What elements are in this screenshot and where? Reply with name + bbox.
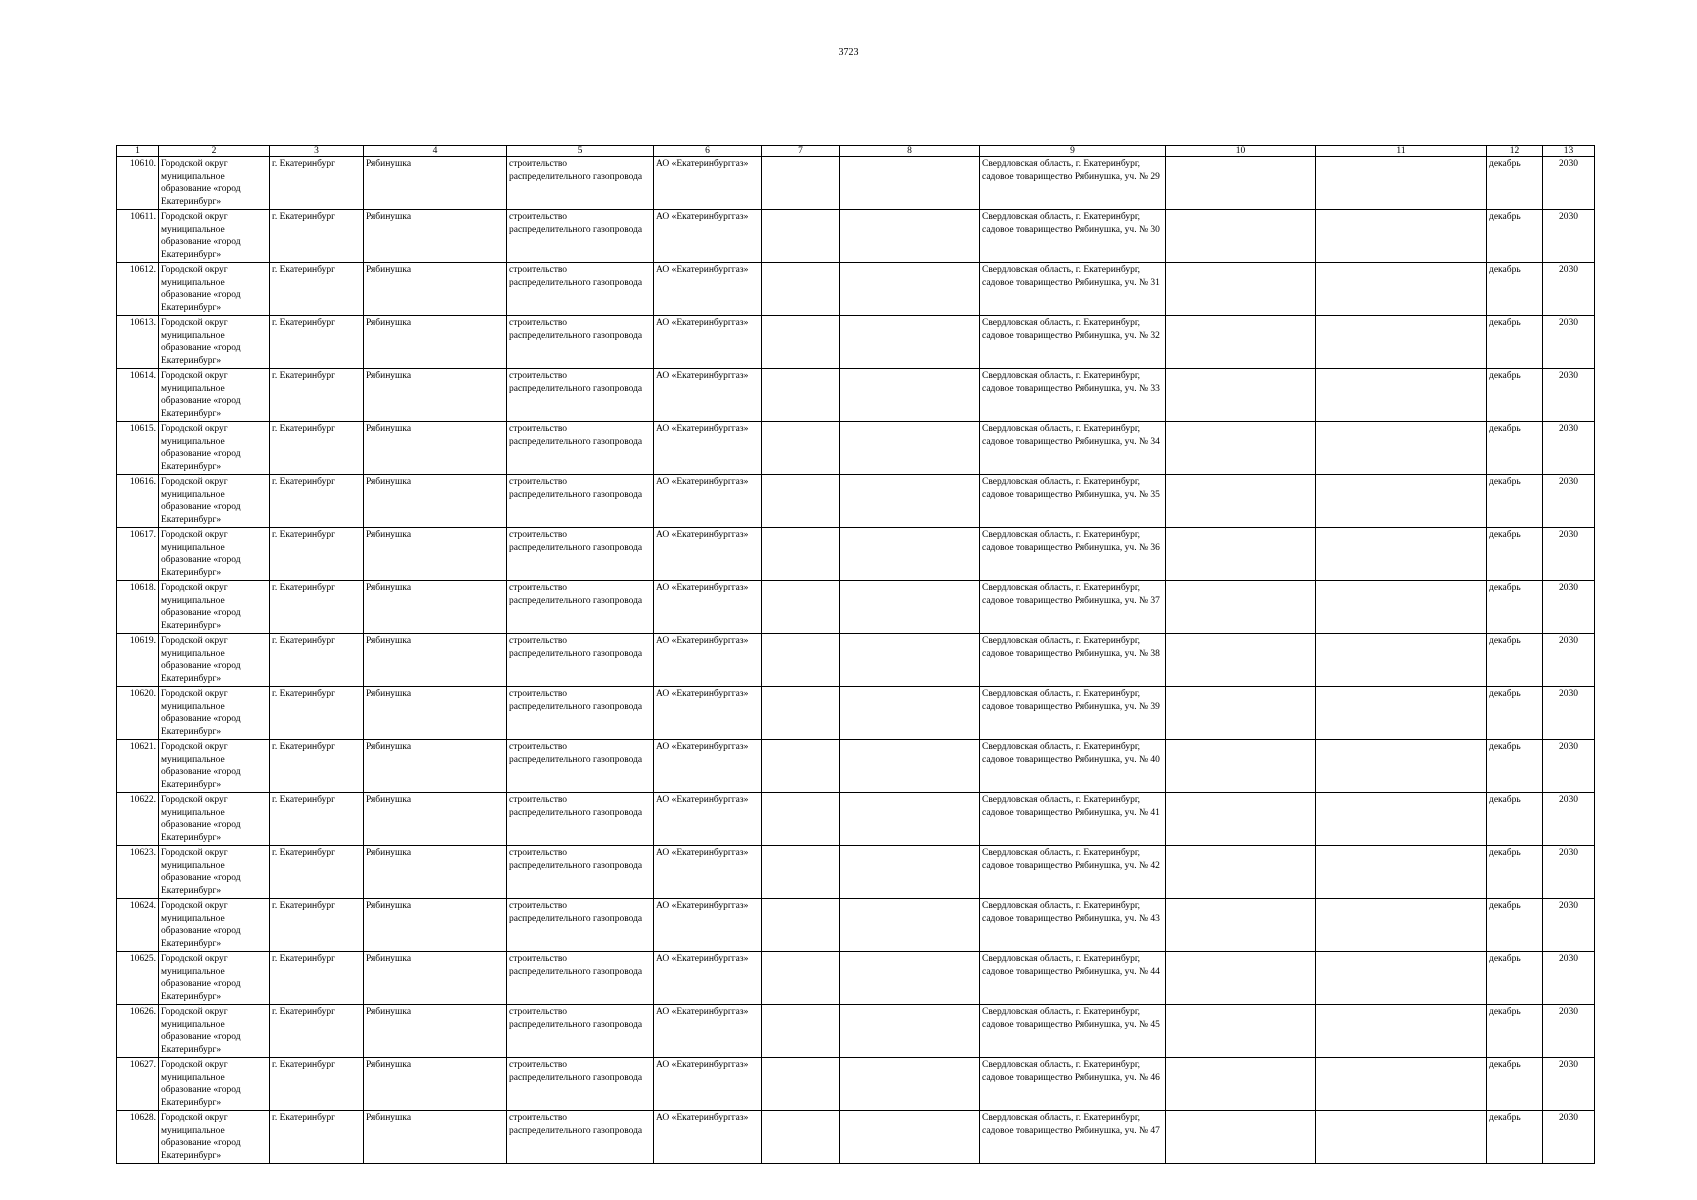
row-number-cell: 10613. [117, 316, 159, 369]
organization-cell: АО «Екатеринбурггаз» [654, 687, 762, 740]
territory-cell: Рябинушка [364, 846, 507, 899]
page-number: 3723 [838, 47, 859, 58]
month-cell: декабрь [1487, 634, 1543, 687]
month-cell: декабрь [1487, 210, 1543, 263]
territory-cell: Рябинушка [364, 634, 507, 687]
column-11-cell [1316, 899, 1487, 952]
column-10-cell [1166, 157, 1316, 210]
territory-cell: Рябинушка [364, 899, 507, 952]
column-7-cell [762, 899, 840, 952]
work-type-cell: строительство распределительного газопровода [507, 793, 654, 846]
settlement-cell: г. Екатеринбург [270, 1005, 364, 1058]
column-11-cell [1316, 581, 1487, 634]
column-8-cell [840, 793, 980, 846]
organization-cell: АО «Екатеринбурггаз» [654, 422, 762, 475]
work-type-cell: строительство распределительного газопровода [507, 1058, 654, 1111]
organization-cell: АО «Екатеринбурггаз» [654, 846, 762, 899]
month-cell: декабрь [1487, 422, 1543, 475]
column-10-cell [1166, 1005, 1316, 1058]
municipality-cell: Городской округ муниципальное образование «город Екатеринбург» [159, 475, 270, 528]
territory-cell: Рябинушка [364, 157, 507, 210]
municipality-cell: Городской округ муниципальное образование «город Екатеринбург» [159, 740, 270, 793]
month-cell: декабрь [1487, 263, 1543, 316]
column-header: 9 [980, 146, 1166, 157]
table-row [117, 475, 1595, 528]
organization-cell: АО «Екатеринбурггаз» [654, 263, 762, 316]
column-11-cell [1316, 793, 1487, 846]
territory-cell: Рябинушка [364, 687, 507, 740]
territory-cell: Рябинушка [364, 210, 507, 263]
territory-cell: Рябинушка [364, 1005, 507, 1058]
table-row [117, 210, 1595, 263]
address-cell: Свердловская область, г. Екатеринбург, садовое товарищество Рябинушка, уч. № 44 [980, 952, 1166, 1005]
territory-cell: Рябинушка [364, 316, 507, 369]
table-header [117, 146, 1595, 157]
month-cell: декабрь [1487, 528, 1543, 581]
column-10-cell [1166, 899, 1316, 952]
territory-cell: Рябинушка [364, 422, 507, 475]
column-header: 7 [762, 146, 840, 157]
work-type-cell: строительство распределительного газопровода [507, 210, 654, 263]
address-cell: Свердловская область, г. Екатеринбург, садовое товарищество Рябинушка, уч. № 35 [980, 475, 1166, 528]
municipality-cell: Городской округ муниципальное образование «город Екатеринбург» [159, 581, 270, 634]
address-cell: Свердловская область, г. Екатеринбург, садовое товарищество Рябинушка, уч. № 39 [980, 687, 1166, 740]
year-cell: 2030 [1543, 1111, 1595, 1164]
row-number-cell: 10622. [117, 793, 159, 846]
column-8-cell [840, 634, 980, 687]
table-row [117, 1005, 1595, 1058]
year-cell: 2030 [1543, 528, 1595, 581]
organization-cell: АО «Екатеринбурггаз» [654, 1058, 762, 1111]
column-7-cell [762, 263, 840, 316]
column-8-cell [840, 210, 980, 263]
row-number-cell: 10619. [117, 634, 159, 687]
column-11-cell [1316, 263, 1487, 316]
settlement-cell: г. Екатеринбург [270, 1111, 364, 1164]
row-number-cell: 10621. [117, 740, 159, 793]
column-header: 1 [117, 146, 159, 157]
municipality-cell: Городской округ муниципальное образование «город Екатеринбург» [159, 952, 270, 1005]
settlement-cell: г. Екатеринбург [270, 687, 364, 740]
work-type-cell: строительство распределительного газопровода [507, 1111, 654, 1164]
settlement-cell: г. Екатеринбург [270, 475, 364, 528]
work-type-cell: строительство распределительного газопровода [507, 846, 654, 899]
municipality-cell: Городской округ муниципальное образование «город Екатеринбург» [159, 899, 270, 952]
column-10-cell [1166, 475, 1316, 528]
year-cell: 2030 [1543, 793, 1595, 846]
table-row [117, 687, 1595, 740]
row-number-cell: 10616. [117, 475, 159, 528]
column-8-cell [840, 528, 980, 581]
column-10-cell [1166, 316, 1316, 369]
column-10-cell [1166, 1111, 1316, 1164]
year-cell: 2030 [1543, 316, 1595, 369]
table-row [117, 1111, 1595, 1164]
column-7-cell [762, 634, 840, 687]
month-cell: декабрь [1487, 740, 1543, 793]
work-type-cell: строительство распределительного газопровода [507, 740, 654, 793]
settlement-cell: г. Екатеринбург [270, 634, 364, 687]
column-11-cell [1316, 475, 1487, 528]
column-header: 13 [1543, 146, 1595, 157]
year-cell: 2030 [1543, 899, 1595, 952]
address-cell: Свердловская область, г. Екатеринбург, садовое товарищество Рябинушка, уч. № 41 [980, 793, 1166, 846]
column-10-cell [1166, 210, 1316, 263]
organization-cell: АО «Екатеринбурггаз» [654, 157, 762, 210]
organization-cell: АО «Екатеринбурггаз» [654, 952, 762, 1005]
row-number-cell: 10610. [117, 157, 159, 210]
column-10-cell [1166, 793, 1316, 846]
address-cell: Свердловская область, г. Екатеринбург, садовое товарищество Рябинушка, уч. № 32 [980, 316, 1166, 369]
row-number-cell: 10624. [117, 899, 159, 952]
column-8-cell [840, 581, 980, 634]
column-11-cell [1316, 210, 1487, 263]
address-cell: Свердловская область, г. Екатеринбург, садовое товарищество Рябинушка, уч. № 36 [980, 528, 1166, 581]
column-header: 8 [840, 146, 980, 157]
month-cell: декабрь [1487, 899, 1543, 952]
work-type-cell: строительство распределительного газопровода [507, 422, 654, 475]
column-7-cell [762, 316, 840, 369]
work-type-cell: строительство распределительного газопровода [507, 899, 654, 952]
column-11-cell [1316, 846, 1487, 899]
column-7-cell [762, 793, 840, 846]
row-number-cell: 10614. [117, 369, 159, 422]
month-cell: декабрь [1487, 581, 1543, 634]
column-11-cell [1316, 422, 1487, 475]
address-cell: Свердловская область, г. Екатеринбург, садовое товарищество Рябинушка, уч. № 34 [980, 422, 1166, 475]
organization-cell: АО «Екатеринбурггаз» [654, 210, 762, 263]
settlement-cell: г. Екатеринбург [270, 740, 364, 793]
column-8-cell [840, 369, 980, 422]
month-cell: декабрь [1487, 687, 1543, 740]
year-cell: 2030 [1543, 846, 1595, 899]
column-8-cell [840, 263, 980, 316]
column-7-cell [762, 475, 840, 528]
territory-cell: Рябинушка [364, 369, 507, 422]
work-type-cell: строительство распределительного газопровода [507, 687, 654, 740]
column-header: 6 [654, 146, 762, 157]
column-10-cell [1166, 634, 1316, 687]
address-cell: Свердловская область, г. Екатеринбург, садовое товарищество Рябинушка, уч. № 33 [980, 369, 1166, 422]
row-number-cell: 10617. [117, 528, 159, 581]
month-cell: декабрь [1487, 369, 1543, 422]
municipality-cell: Городской округ муниципальное образование «город Екатеринбург» [159, 263, 270, 316]
municipality-cell: Городской округ муниципальное образование «город Екатеринбург» [159, 1058, 270, 1111]
settlement-cell: г. Екатеринбург [270, 369, 364, 422]
municipality-cell: Городской округ муниципальное образование «город Екатеринбург» [159, 1111, 270, 1164]
settlement-cell: г. Екатеринбург [270, 316, 364, 369]
municipality-cell: Городской округ муниципальное образование «город Екатеринбург» [159, 1005, 270, 1058]
table-row [117, 528, 1595, 581]
year-cell: 2030 [1543, 369, 1595, 422]
territory-cell: Рябинушка [364, 581, 507, 634]
column-11-cell [1316, 687, 1487, 740]
month-cell: декабрь [1487, 952, 1543, 1005]
column-11-cell [1316, 740, 1487, 793]
municipality-cell: Городской округ муниципальное образование «город Екатеринбург» [159, 846, 270, 899]
settlement-cell: г. Екатеринбург [270, 793, 364, 846]
table-row [117, 422, 1595, 475]
work-type-cell: строительство распределительного газопровода [507, 316, 654, 369]
column-header: 2 [159, 146, 270, 157]
column-8-cell [840, 1058, 980, 1111]
table-row [117, 634, 1595, 687]
row-number-cell: 10627. [117, 1058, 159, 1111]
settlement-cell: г. Екатеринбург [270, 1058, 364, 1111]
address-cell: Свердловская область, г. Екатеринбург, садовое товарищество Рябинушка, уч. № 30 [980, 210, 1166, 263]
column-10-cell [1166, 952, 1316, 1005]
table-row [117, 793, 1595, 846]
table-row [117, 846, 1595, 899]
column-7-cell [762, 687, 840, 740]
column-11-cell [1316, 157, 1487, 210]
address-cell: Свердловская область, г. Екатеринбург, садовое товарищество Рябинушка, уч. № 38 [980, 634, 1166, 687]
organization-cell: АО «Екатеринбурггаз» [654, 528, 762, 581]
column-11-cell [1316, 952, 1487, 1005]
row-number-cell: 10611. [117, 210, 159, 263]
column-11-cell [1316, 634, 1487, 687]
address-cell: Свердловская область, г. Екатеринбург, садовое товарищество Рябинушка, уч. № 43 [980, 899, 1166, 952]
column-7-cell [762, 528, 840, 581]
address-cell: Свердловская область, г. Екатеринбург, садовое товарищество Рябинушка, уч. № 47 [980, 1111, 1166, 1164]
municipality-cell: Городской округ муниципальное образование «город Екатеринбург» [159, 528, 270, 581]
table-row [117, 740, 1595, 793]
column-11-cell [1316, 528, 1487, 581]
column-8-cell [840, 740, 980, 793]
organization-cell: АО «Екатеринбурггаз» [654, 793, 762, 846]
year-cell: 2030 [1543, 1005, 1595, 1058]
month-cell: декабрь [1487, 316, 1543, 369]
organization-cell: АО «Екатеринбурггаз» [654, 634, 762, 687]
register-table [116, 145, 1595, 1164]
column-7-cell [762, 1005, 840, 1058]
column-11-cell [1316, 1058, 1487, 1111]
month-cell: декабрь [1487, 475, 1543, 528]
month-cell: декабрь [1487, 846, 1543, 899]
year-cell: 2030 [1543, 263, 1595, 316]
address-cell: Свердловская область, г. Екатеринбург, садовое товарищество Рябинушка, уч. № 46 [980, 1058, 1166, 1111]
year-cell: 2030 [1543, 687, 1595, 740]
column-10-cell [1166, 528, 1316, 581]
row-number-cell: 10620. [117, 687, 159, 740]
municipality-cell: Городской округ муниципальное образование «город Екатеринбург» [159, 210, 270, 263]
column-8-cell [840, 157, 980, 210]
year-cell: 2030 [1543, 475, 1595, 528]
table-row [117, 1058, 1595, 1111]
month-cell: декабрь [1487, 1111, 1543, 1164]
work-type-cell: строительство распределительного газопровода [507, 475, 654, 528]
table-row [117, 581, 1595, 634]
column-header: 10 [1166, 146, 1316, 157]
column-8-cell [840, 316, 980, 369]
year-cell: 2030 [1543, 581, 1595, 634]
municipality-cell: Городской округ муниципальное образование «город Екатеринбург» [159, 369, 270, 422]
work-type-cell: строительство распределительного газопровода [507, 581, 654, 634]
column-8-cell [840, 846, 980, 899]
table-row [117, 157, 1595, 210]
column-11-cell [1316, 1111, 1487, 1164]
month-cell: декабрь [1487, 1058, 1543, 1111]
month-cell: декабрь [1487, 157, 1543, 210]
territory-cell: Рябинушка [364, 952, 507, 1005]
work-type-cell: строительство распределительного газопровода [507, 157, 654, 210]
work-type-cell: строительство распределительного газопровода [507, 1005, 654, 1058]
work-type-cell: строительство распределительного газопровода [507, 528, 654, 581]
organization-cell: АО «Екатеринбурггаз» [654, 899, 762, 952]
row-number-cell: 10626. [117, 1005, 159, 1058]
territory-cell: Рябинушка [364, 263, 507, 316]
column-7-cell [762, 740, 840, 793]
territory-cell: Рябинушка [364, 1058, 507, 1111]
row-number-cell: 10623. [117, 846, 159, 899]
address-cell: Свердловская область, г. Екатеринбург, садовое товарищество Рябинушка, уч. № 40 [980, 740, 1166, 793]
settlement-cell: г. Екатеринбург [270, 528, 364, 581]
column-7-cell [762, 157, 840, 210]
municipality-cell: Городской округ муниципальное образование «город Екатеринбург» [159, 634, 270, 687]
municipality-cell: Городской округ муниципальное образование «город Екатеринбург» [159, 316, 270, 369]
column-8-cell [840, 952, 980, 1005]
table-body [117, 157, 1595, 1164]
column-header: 5 [507, 146, 654, 157]
column-8-cell [840, 475, 980, 528]
settlement-cell: г. Екатеринбург [270, 846, 364, 899]
row-number-cell: 10625. [117, 952, 159, 1005]
municipality-cell: Городской округ муниципальное образование «город Екатеринбург» [159, 422, 270, 475]
settlement-cell: г. Екатеринбург [270, 581, 364, 634]
column-10-cell [1166, 846, 1316, 899]
municipality-cell: Городской округ муниципальное образование «город Екатеринбург» [159, 157, 270, 210]
year-cell: 2030 [1543, 422, 1595, 475]
column-7-cell [762, 422, 840, 475]
address-cell: Свердловская область, г. Екатеринбург, садовое товарищество Рябинушка, уч. № 42 [980, 846, 1166, 899]
territory-cell: Рябинушка [364, 1111, 507, 1164]
organization-cell: АО «Екатеринбурггаз» [654, 475, 762, 528]
column-10-cell [1166, 581, 1316, 634]
column-7-cell [762, 846, 840, 899]
column-10-cell [1166, 263, 1316, 316]
column-8-cell [840, 422, 980, 475]
month-cell: декабрь [1487, 793, 1543, 846]
table-row [117, 899, 1595, 952]
table-row [117, 952, 1595, 1005]
settlement-cell: г. Екатеринбург [270, 899, 364, 952]
column-header: 12 [1487, 146, 1543, 157]
year-cell: 2030 [1543, 210, 1595, 263]
column-7-cell [762, 369, 840, 422]
work-type-cell: строительство распределительного газопровода [507, 634, 654, 687]
column-header: 4 [364, 146, 507, 157]
column-8-cell [840, 899, 980, 952]
year-cell: 2030 [1543, 1058, 1595, 1111]
column-11-cell [1316, 1005, 1487, 1058]
column-10-cell [1166, 369, 1316, 422]
row-number-cell: 10612. [117, 263, 159, 316]
work-type-cell: строительство распределительного газопровода [507, 263, 654, 316]
column-7-cell [762, 210, 840, 263]
settlement-cell: г. Екатеринбург [270, 952, 364, 1005]
month-cell: декабрь [1487, 1005, 1543, 1058]
territory-cell: Рябинушка [364, 740, 507, 793]
organization-cell: АО «Екатеринбурггаз» [654, 1005, 762, 1058]
column-7-cell [762, 1058, 840, 1111]
column-7-cell [762, 1111, 840, 1164]
territory-cell: Рябинушка [364, 528, 507, 581]
table-row [117, 263, 1595, 316]
address-cell: Свердловская область, г. Екатеринбург, садовое товарищество Рябинушка, уч. № 31 [980, 263, 1166, 316]
organization-cell: АО «Екатеринбурггаз» [654, 316, 762, 369]
territory-cell: Рябинушка [364, 793, 507, 846]
settlement-cell: г. Екатеринбург [270, 210, 364, 263]
work-type-cell: строительство распределительного газопровода [507, 369, 654, 422]
column-7-cell [762, 952, 840, 1005]
municipality-cell: Городской округ муниципальное образование «город Екатеринбург» [159, 793, 270, 846]
column-7-cell [762, 581, 840, 634]
row-number-cell: 10618. [117, 581, 159, 634]
settlement-cell: г. Екатеринбург [270, 422, 364, 475]
column-11-cell [1316, 369, 1487, 422]
column-8-cell [840, 687, 980, 740]
organization-cell: АО «Екатеринбурггаз» [654, 369, 762, 422]
municipality-cell: Городской округ муниципальное образование «город Екатеринбург» [159, 687, 270, 740]
year-cell: 2030 [1543, 952, 1595, 1005]
address-cell: Свердловская область, г. Екатеринбург, садовое товарищество Рябинушка, уч. № 37 [980, 581, 1166, 634]
organization-cell: АО «Екатеринбурггаз» [654, 581, 762, 634]
settlement-cell: г. Екатеринбург [270, 157, 364, 210]
column-10-cell [1166, 1058, 1316, 1111]
settlement-cell: г. Екатеринбург [270, 263, 364, 316]
header-row [117, 146, 1595, 157]
table-row [117, 369, 1595, 422]
column-header: 3 [270, 146, 364, 157]
column-10-cell [1166, 740, 1316, 793]
column-11-cell [1316, 316, 1487, 369]
row-number-cell: 10615. [117, 422, 159, 475]
year-cell: 2030 [1543, 634, 1595, 687]
row-number-cell: 10628. [117, 1111, 159, 1164]
column-10-cell [1166, 687, 1316, 740]
column-8-cell [840, 1005, 980, 1058]
column-header: 11 [1316, 146, 1487, 157]
work-type-cell: строительство распределительного газопровода [507, 952, 654, 1005]
organization-cell: АО «Екатеринбурггаз» [654, 1111, 762, 1164]
column-10-cell [1166, 422, 1316, 475]
address-cell: Свердловская область, г. Екатеринбург, садовое товарищество Рябинушка, уч. № 29 [980, 157, 1166, 210]
year-cell: 2030 [1543, 157, 1595, 210]
organization-cell: АО «Екатеринбурггаз» [654, 740, 762, 793]
address-cell: Свердловская область, г. Екатеринбург, садовое товарищество Рябинушка, уч. № 45 [980, 1005, 1166, 1058]
year-cell: 2030 [1543, 740, 1595, 793]
territory-cell: Рябинушка [364, 475, 507, 528]
column-8-cell [840, 1111, 980, 1164]
table-row [117, 316, 1595, 369]
